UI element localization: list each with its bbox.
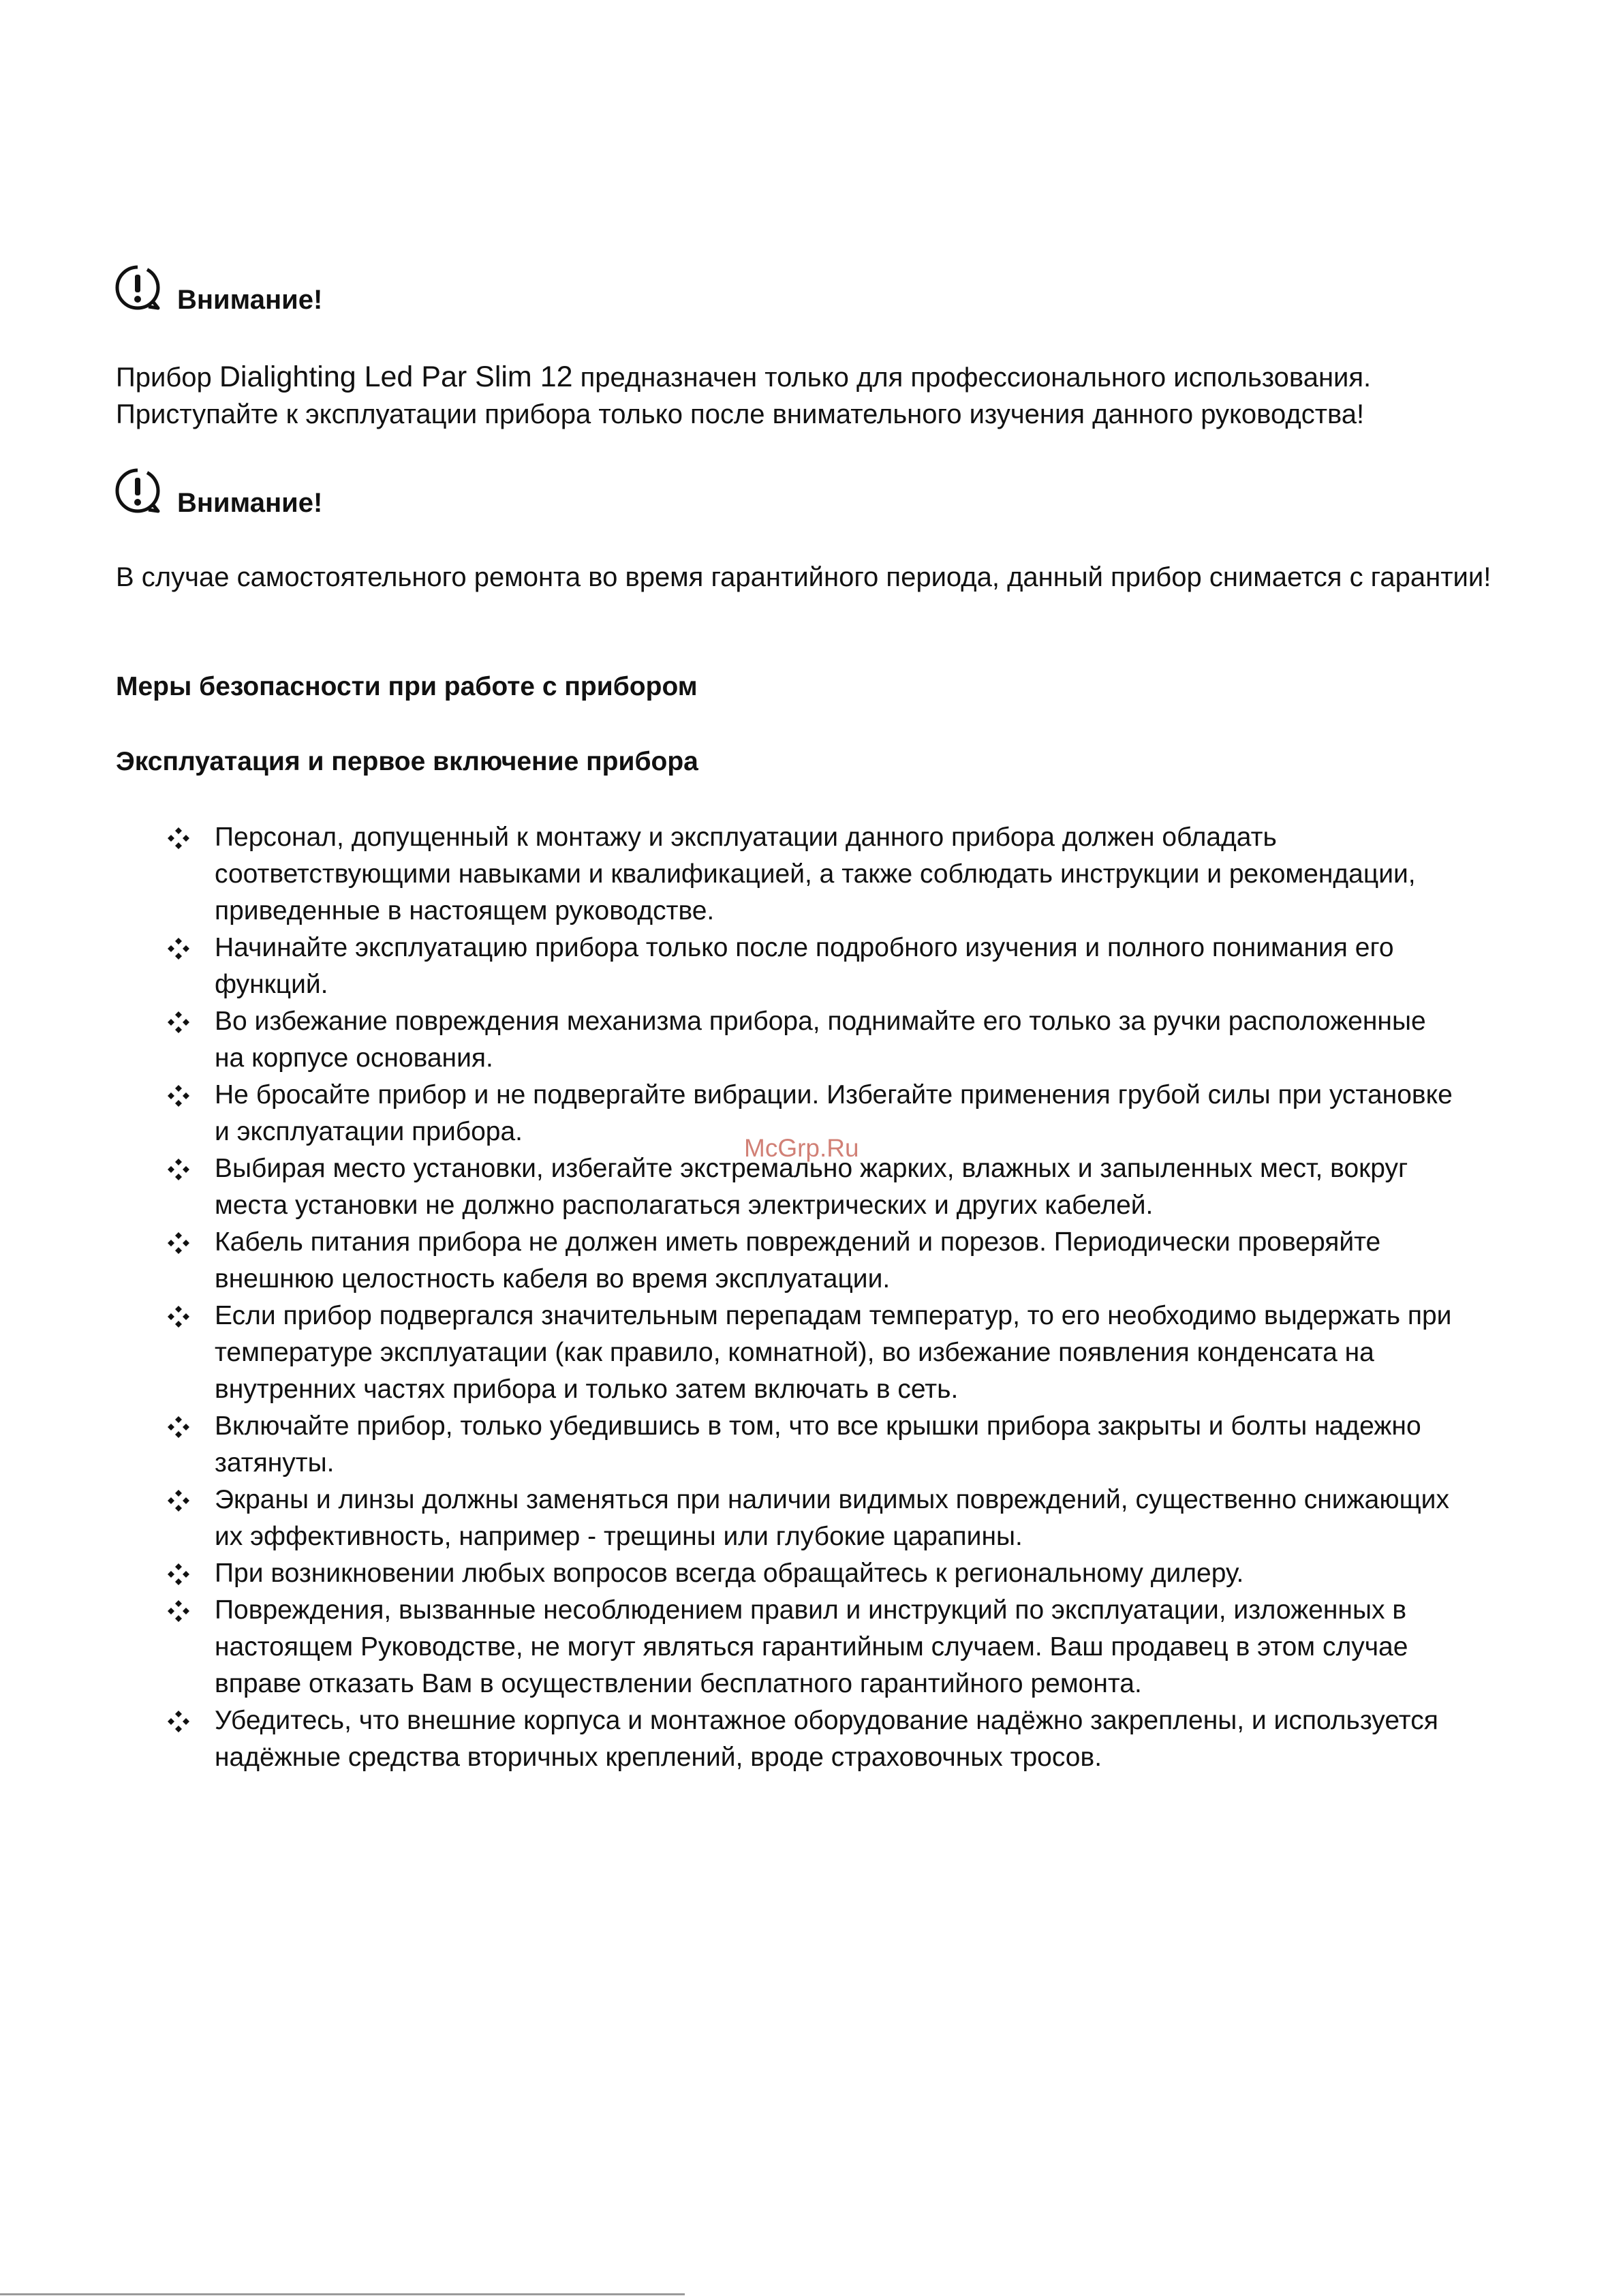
bullet-diamond-icon	[167, 1305, 190, 1328]
warranty-note: В случае самостоятельного ремонта во время гарантийного периода, данный прибор снимается с гарантии!	[116, 562, 1491, 592]
bullet-diamond-icon	[167, 827, 190, 850]
section-title: Меры безопасности при работе с прибором	[116, 672, 698, 701]
bullet-text-line: затянуты.	[215, 1448, 335, 1478]
bullet-text-line: Если прибор подвергался значительным перепадам температур, то его необходимо выдержать при	[215, 1301, 1452, 1330]
safety-bullet-item	[167, 1408, 1530, 1482]
bullet-text-line: их эффективность, например - трещины или глубокие царапины.	[215, 1522, 1023, 1551]
bullet-text-line: При возникновении любых вопросов всегда обращайтесь к региональному дилеру.	[215, 1559, 1244, 1588]
safety-bullet-item	[167, 1592, 1530, 1702]
bullet-diamond-icon	[167, 937, 190, 960]
bullet-text-line: приведенные в настоящем руководстве.	[215, 896, 715, 925]
warning-icon	[113, 263, 162, 312]
safety-bullet-item	[167, 1003, 1530, 1077]
bullet-text-line: Экраны и линзы должны заменяться при наличии видимых повреждений, существенно снижающих	[215, 1485, 1449, 1514]
safety-bullet-item	[167, 930, 1530, 1003]
bullet-diamond-icon	[167, 1563, 190, 1586]
bullet-text-line: настоящем Руководстве, не могут являться гарантийным случаем. Ваш продавец в этом случае	[215, 1632, 1408, 1662]
safety-bullet-item	[167, 1298, 1530, 1408]
safety-bullet-item	[167, 1555, 1530, 1592]
bullet-diamond-icon	[167, 1084, 190, 1107]
safety-bullet-item	[167, 1224, 1530, 1298]
bullet-text-line: Начинайте эксплуатацию прибора только после подробного изучения и полного понимания его	[215, 933, 1394, 962]
bullet-diamond-icon	[167, 1231, 190, 1255]
bullet-text-line: Повреждения, вызванные несоблюдением правил и инструкций по эксплуатации, изложенных в	[215, 1595, 1407, 1625]
bullet-text-line: Не бросайте прибор и не подвергайте вибрации. Избегайте применения грубой силы при установке	[215, 1080, 1453, 1109]
bullet-text-line: вправе отказать Вам в осуществлении бесплатного гарантийного ремонта.	[215, 1669, 1142, 1698]
warning-block-2	[113, 466, 323, 518]
watermark-text: McGrp.Ru	[744, 1134, 859, 1162]
bullet-text-line: внешнюю целостность кабеля во время эксплуатации.	[215, 1264, 891, 1294]
safety-bullet-item	[167, 1482, 1530, 1555]
warning-label: Внимание!	[177, 285, 323, 315]
intro-line-1: Прибор Dialighting Led Par Slim 12 предназначен только для профессионального использования.	[116, 361, 1372, 393]
bullet-diamond-icon	[167, 1415, 190, 1439]
bullet-text-line: места установки не должно располагаться электрических и других кабелей.	[215, 1191, 1154, 1220]
bullet-text-line: на корпусе основания.	[215, 1043, 493, 1073]
bullet-text-line: функций.	[215, 970, 328, 999]
bullet-text-line: Включайте прибор, только убедившись в том, что все крышки прибора закрыты и болты надежно	[215, 1411, 1421, 1441]
product-name: Dialighting Led Par Slim 12	[219, 361, 573, 393]
safety-bullet-item	[167, 819, 1530, 930]
bullet-text-line: Во избежание повреждения механизма прибора, поднимайте его только за ручки расположенные	[215, 1007, 1426, 1036]
bullet-text-line: надёжные средства вторичных креплений, вроде страховочных тросов.	[215, 1743, 1102, 1772]
intro-paragraph	[116, 358, 1371, 433]
warning-block-1	[113, 263, 323, 315]
bullet-text-line: внутренних частях прибора и только затем включать в сеть.	[215, 1375, 959, 1404]
bullet-text-line: Персонал, допущенный к монтажу и эксплуатации данного прибора должен обладать	[215, 823, 1277, 852]
bullet-diamond-icon	[167, 1710, 190, 1733]
intro-line-2: Приступайте к эксплуатации прибора только после внимательного изучения данного руководства!	[116, 399, 1365, 429]
bullet-text-line: Кабель питания прибора не должен иметь повреждений и порезов. Периодически проверяйте	[215, 1227, 1381, 1257]
warning-label: Внимание!	[177, 488, 323, 518]
bullet-diamond-icon	[167, 1158, 190, 1181]
footer-divider	[0, 2293, 685, 2295]
bullet-text-line: Убедитесь, что внешние корпуса и монтажное оборудование надёжно закреплены, и используется	[215, 1706, 1438, 1735]
safety-bullet-list	[167, 819, 1530, 1776]
bullet-text-line: температуре эксплуатации (как правило, комнатной), во избежание появления конденсата на	[215, 1338, 1374, 1367]
subsection-title: Эксплуатация и первое включение прибора	[116, 747, 698, 776]
bullet-diamond-icon	[167, 1599, 190, 1623]
bullet-text-line: Выбирая место установки, избегайте экстремально жарких, влажных и запыленных мест, вокруг	[215, 1154, 1408, 1183]
warning-icon	[113, 466, 162, 515]
bullet-text-line: соответствующими навыками и квалификацией, а также соблюдать инструкции и рекомендации,	[215, 859, 1416, 889]
bullet-diamond-icon	[167, 1489, 190, 1512]
bullet-diamond-icon	[167, 1011, 190, 1034]
bullet-text-line: и эксплуатации прибора.	[215, 1117, 523, 1146]
safety-bullet-item	[167, 1702, 1530, 1776]
